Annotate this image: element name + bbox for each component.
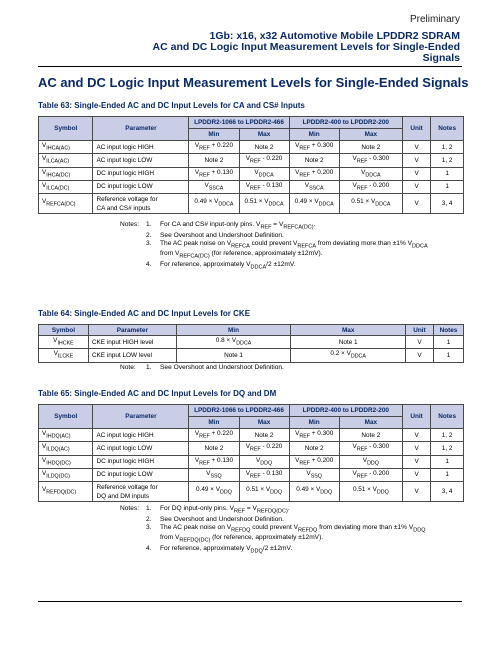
max-cell: $V_{REF} - 0.200$ [339, 180, 402, 193]
speed-group-2: LPDDR2-400 to LPDDR2-200 [289, 405, 402, 417]
symbol-cell: $V_{REFCA(DC)}$ [39, 194, 93, 214]
min-cell: $0.49 \times V_{DDQ}$ [189, 482, 239, 502]
min-cell: Note 2 [289, 154, 339, 167]
min-cell: $V_{SSCA}$ [289, 180, 339, 193]
symbol-cell: $V_{REFDQ(DC)}$ [39, 482, 93, 502]
note-item: Note: 1. See Overshoot and Undershoot Definition. [120, 364, 284, 371]
col-max: Max [239, 417, 289, 429]
col-max: Max [239, 129, 289, 141]
max-cell: $0.51 \times V_{DDQ}$ [339, 482, 402, 502]
min-cell: $V_{REF} + 0.130$ [189, 167, 239, 180]
min-cell: $0.49 \times V_{DDCA}$ [189, 194, 239, 214]
unit-cell: V [402, 482, 430, 502]
table-row [39, 167, 464, 180]
unit-cell: V [406, 349, 434, 362]
col-min: Min [289, 417, 339, 429]
max-cell: $0.51 \times V_{DDQ}$ [239, 482, 289, 502]
table-row [39, 429, 464, 442]
min-cell: $V_{REF} + 0.130$ [189, 455, 239, 468]
table-65 [38, 404, 464, 502]
title-line-3: Signals [422, 52, 460, 64]
min-cell: $0.49 \times V_{DDCA}$ [289, 194, 339, 214]
min-cell: Note 2 [189, 442, 239, 455]
unit-cell: V [402, 180, 430, 193]
min-cell: $V_{SSQ}$ [189, 468, 239, 481]
max-cell: $V_{DDQ}$ [339, 455, 402, 468]
note-item: 3. The AC peak noise on $V_{REFDQ}$ could prevent $V_{REFDQ}$ from deviating more than ±1% $V_{DDQ}$ [146, 523, 426, 534]
parameter-cell: DC input logic HIGH [93, 167, 189, 180]
parameter-cell: AC input logic LOW [93, 442, 189, 455]
table-row [39, 180, 464, 193]
notes-cell: 3, 4 [431, 194, 464, 214]
symbol-cell: $V_{IHDQ(DC)}$ [39, 455, 93, 468]
max-cell: $V_{DDCA}$ [239, 167, 289, 180]
max-cell: $V_{REF} - 0.220$ [239, 154, 289, 167]
symbol-cell: $V_{IHCA(AC)}$ [39, 141, 93, 154]
parameter-cell: Reference voltage for DQ and DM inputs [93, 482, 189, 502]
speed-group-2: LPDDR2-400 to LPDDR2-200 [289, 117, 402, 129]
max-cell: $0.51 \times V_{DDCA}$ [339, 194, 402, 214]
min-cell: Note 1 [176, 349, 291, 362]
unit-cell: V [402, 442, 430, 455]
min-cell: $V_{REF} + 0.300$ [289, 429, 339, 442]
table-64-caption: Table 64: Single-Ended AC and DC Input Levels for CKE [38, 309, 251, 318]
table-63-notes [120, 221, 428, 271]
max-cell: Note 1 [291, 336, 406, 349]
col-max: Max [291, 325, 406, 336]
col-unit: Unit [402, 405, 430, 429]
col-min: Min [189, 129, 239, 141]
note-item: Notes: 1. For CA and CS# input-only pins. $V_{REF} = V_{REFCA(DC)}$. [120, 221, 316, 231]
speed-group-1: LPDDR2-1066 to LPDDR2-466 [189, 405, 289, 417]
unit-cell: V [402, 167, 430, 180]
col-parameter: Parameter [88, 325, 176, 336]
document-title [153, 31, 460, 64]
min-cell: $V_{REF} + 0.200$ [289, 455, 339, 468]
unit-cell: V [402, 429, 430, 442]
symbol-cell: $V_{ILCA(DC)}$ [39, 180, 93, 193]
max-cell: Note 2 [339, 141, 402, 154]
notes-cell: 1 [431, 468, 464, 481]
max-cell: Note 2 [239, 141, 289, 154]
max-cell: $V_{DDQ}$ [239, 455, 289, 468]
unit-cell: V [402, 455, 430, 468]
max-cell: Note 2 [339, 429, 402, 442]
note-item: 2. See Overshoot and Undershoot Definition. [146, 231, 284, 239]
unit-cell: V [402, 468, 430, 481]
col-parameter: Parameter [93, 405, 189, 429]
parameter-cell: AC input logic HIGH [93, 141, 189, 154]
symbol-cell: $V_{IHCKE}$ [39, 336, 89, 349]
max-cell: $V_{REF} - 0.200$ [339, 468, 402, 481]
col-min: Min [289, 129, 339, 141]
col-unit: Unit [406, 325, 434, 336]
col-min: Min [176, 325, 291, 336]
table-row [39, 141, 464, 154]
notes-cell: 1 [431, 167, 464, 180]
col-symbol: Symbol [39, 117, 93, 141]
symbol-cell: $V_{ILDQ(DC)}$ [39, 468, 93, 481]
section-title: AC and DC Logic Input Measurement Levels for Single-Ended Signals [38, 75, 469, 90]
unit-cell: V [402, 141, 430, 154]
parameter-cell: AC input logic LOW [93, 154, 189, 167]
table-63-caption: Table 63: Single-Ended AC and DC Input Levels for CA and CS# Inputs [38, 101, 305, 110]
col-notes: Notes [433, 325, 463, 336]
title-line-2: AC and DC Logic Input Measurement Levels for Single-Ended [152, 41, 460, 53]
table-row [39, 194, 464, 214]
speed-group-1: LPDDR2-1066 to LPDDR2-466 [189, 117, 289, 129]
table-65-notes [120, 505, 426, 555]
parameter-cell: DC input logic HIGH [93, 455, 189, 468]
parameter-cell: CKE input LOW level [88, 349, 176, 362]
col-max: Max [339, 129, 402, 141]
max-cell: $0.2 \times V_{DDCA}$ [291, 349, 406, 362]
max-cell: $0.51 \times V_{DDCA}$ [239, 194, 289, 214]
unit-cell: V [406, 336, 434, 349]
max-cell: $V_{REF} - 0.300$ [339, 154, 402, 167]
parameter-cell: AC input logic HIGH [93, 429, 189, 442]
max-cell: $V_{REF} - 0.130$ [239, 468, 289, 481]
table-row [39, 154, 464, 167]
notes-cell: 3, 4 [431, 482, 464, 502]
note-item: 4. For reference, approximately $V_{DDCA}/2 \pm 12mV$. [146, 260, 296, 271]
table-row [39, 468, 464, 481]
parameter-cell: DC input logic LOW [93, 468, 189, 481]
notes-cell: 1, 2 [431, 442, 464, 455]
parameter-cell: Reference voltage for CA and CS# inputs [93, 194, 189, 214]
symbol-cell: $V_{ILCKE}$ [39, 349, 89, 362]
col-unit: Unit [402, 117, 430, 141]
notes-cell: 1 [433, 336, 463, 349]
col-symbol: Symbol [39, 325, 89, 336]
notes-cell: 1 [433, 349, 463, 362]
note-item: Notes: 1. For DQ input-only pins. $V_{REF} = V_{REFDQ(DC)}$. [120, 505, 290, 515]
max-cell: $V_{REF} - 0.300$ [339, 442, 402, 455]
min-cell: $0.8 \times V_{DDCA}$ [176, 336, 291, 349]
col-notes: Notes [431, 405, 464, 429]
min-cell: $V_{SSQ}$ [289, 468, 339, 481]
col-parameter: Parameter [93, 117, 189, 141]
max-cell: Note 2 [239, 429, 289, 442]
note-item: 4. For reference, approximately $V_{DDQ}/2 \pm 12mV$. [146, 544, 293, 555]
table-row [39, 455, 464, 468]
min-cell: $V_{REF} + 0.200$ [289, 167, 339, 180]
note-item-continuation: from $V_{REFDQ(DC)}$ (for reference, approximately ±12mV). [160, 534, 324, 544]
table-64-notes [120, 364, 284, 372]
min-cell: Note 2 [189, 154, 239, 167]
title-line-1: 1Gb: x16, x32 Automotive Mobile LPDDR2 SDRAM [209, 30, 460, 42]
note-item: 3. The AC peak noise on $V_{REFCA}$ could prevent $V_{REFCA}$ from deviating more than ±1% $V_{DDCA}$ [146, 239, 428, 250]
note-item: 2. See Overshoot and Undershoot Definition. [146, 515, 284, 523]
table-row [39, 349, 464, 362]
notes-cell: 1 [431, 455, 464, 468]
symbol-cell: $V_{IHDQ(AC)}$ [39, 429, 93, 442]
table-63 [38, 116, 464, 214]
table-row [39, 336, 464, 349]
notes-cell: 1, 2 [431, 154, 464, 167]
max-cell: $V_{REF} - 0.220$ [239, 442, 289, 455]
unit-cell: V [402, 194, 430, 214]
symbol-cell: $V_{ILCA(AC)}$ [39, 154, 93, 167]
symbol-cell: $V_{ILDQ(AC)}$ [39, 442, 93, 455]
min-cell: $0.49 \times V_{DDQ}$ [289, 482, 339, 502]
min-cell: $V_{REF} + 0.220$ [189, 141, 239, 154]
col-symbol: Symbol [39, 405, 93, 429]
max-cell: $V_{DDCA}$ [339, 167, 402, 180]
table-row [39, 482, 464, 502]
col-notes: Notes [431, 117, 464, 141]
notes-cell: 1 [431, 180, 464, 193]
table-row [39, 442, 464, 455]
header-rule [38, 66, 462, 67]
parameter-cell: DC input logic LOW [93, 180, 189, 193]
notes-cell: 1, 2 [431, 429, 464, 442]
footer-rule [38, 601, 462, 602]
symbol-cell: $V_{IHCA(DC)}$ [39, 167, 93, 180]
col-max: Max [339, 417, 402, 429]
table-64 [38, 324, 464, 363]
preliminary-label: Preliminary [409, 14, 460, 25]
table-65-caption: Table 65: Single-Ended AC and DC Input Levels for DQ and DM [38, 389, 277, 398]
notes-cell: 1, 2 [431, 141, 464, 154]
unit-cell: V [402, 154, 430, 167]
note-item-continuation: from $V_{REFCA(DC)}$ (for reference, approximately ±12mV). [160, 250, 323, 260]
min-cell: $V_{REF} + 0.300$ [289, 141, 339, 154]
min-cell: $V_{SSCA}$ [189, 180, 239, 193]
max-cell: $V_{REF} - 0.130$ [239, 180, 289, 193]
parameter-cell: CKE input HIGH level [88, 336, 176, 349]
min-cell: $V_{REF} + 0.220$ [189, 429, 239, 442]
min-cell: Note 2 [289, 442, 339, 455]
col-min: Min [189, 417, 239, 429]
